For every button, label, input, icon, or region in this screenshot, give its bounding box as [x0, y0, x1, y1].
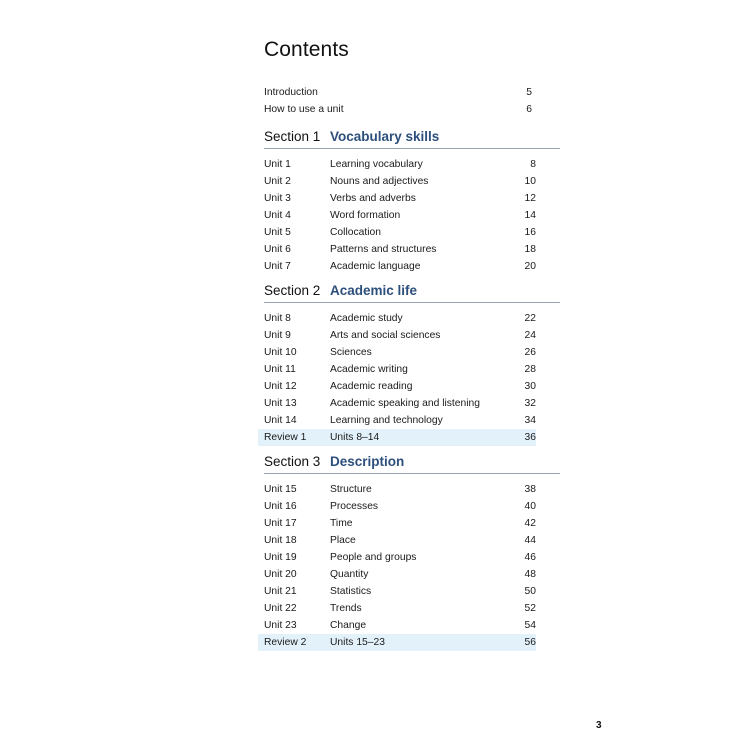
unit-row[interactable] — [264, 395, 536, 412]
unit-label: Unit 15 — [264, 484, 297, 495]
unit-label: Unit 9 — [264, 330, 291, 341]
unit-page: 26 — [524, 347, 536, 358]
unit-page: 34 — [524, 415, 536, 426]
unit-label: Unit 22 — [264, 603, 297, 614]
unit-title: Learning and technology — [330, 415, 443, 426]
unit-row[interactable] — [264, 327, 536, 344]
section-heading — [264, 451, 560, 474]
unit-row[interactable] — [264, 258, 536, 275]
unit-label: Review 1 — [264, 432, 307, 443]
unit-title: Academic language — [330, 261, 421, 272]
section-number: Section 2 — [264, 283, 321, 298]
unit-label: Unit 1 — [264, 159, 291, 170]
section-3 — [264, 451, 560, 651]
unit-page: 16 — [524, 227, 536, 238]
review-row[interactable] — [258, 634, 536, 651]
unit-title: Learning vocabulary — [330, 159, 423, 170]
unit-title: Change — [330, 620, 367, 631]
unit-page: 44 — [524, 535, 536, 546]
unit-label: Unit 6 — [264, 244, 291, 255]
unit-page: 20 — [524, 261, 536, 272]
unit-title: Academic reading — [330, 381, 413, 392]
unit-title: Statistics — [330, 586, 372, 597]
unit-row[interactable] — [264, 156, 536, 173]
unit-title: Collocation — [330, 227, 381, 238]
review-row[interactable] — [258, 429, 536, 446]
unit-row[interactable] — [264, 310, 536, 327]
unit-list — [264, 481, 536, 651]
unit-row[interactable] — [264, 549, 536, 566]
unit-title: Patterns and structures — [330, 244, 437, 255]
section-name: Vocabulary skills — [330, 129, 440, 144]
section-heading — [264, 126, 560, 149]
unit-row[interactable] — [264, 241, 536, 258]
unit-title: Quantity — [330, 569, 369, 580]
intro-label: How to use a unit — [264, 104, 344, 115]
unit-label: Unit 10 — [264, 347, 297, 358]
section-number: Section 3 — [264, 454, 321, 469]
unit-label: Unit 23 — [264, 620, 297, 631]
unit-row[interactable] — [264, 481, 536, 498]
unit-row[interactable] — [264, 515, 536, 532]
unit-label: Unit 17 — [264, 518, 297, 529]
unit-title: Verbs and adverbs — [330, 193, 416, 204]
unit-label: Unit 11 — [264, 364, 296, 375]
section-1 — [264, 126, 560, 275]
unit-label: Unit 12 — [264, 381, 297, 392]
unit-title: Academic writing — [330, 364, 408, 375]
unit-page: 30 — [524, 381, 536, 392]
unit-row[interactable] — [264, 600, 536, 617]
unit-page: 24 — [524, 330, 536, 341]
section-name: Academic life — [330, 283, 418, 298]
unit-title: Academic study — [330, 313, 403, 324]
unit-title: Processes — [330, 501, 379, 512]
unit-page: 28 — [524, 364, 536, 375]
intro-list — [264, 84, 532, 118]
unit-list — [264, 156, 536, 275]
section-number: Section 1 — [264, 129, 321, 144]
unit-page: 48 — [524, 569, 536, 580]
unit-row[interactable] — [264, 378, 536, 395]
unit-page: 18 — [524, 244, 536, 255]
unit-label: Review 2 — [264, 637, 307, 648]
unit-row[interactable] — [264, 173, 536, 190]
unit-page: 12 — [524, 193, 536, 204]
unit-label: Unit 13 — [264, 398, 297, 409]
page-number: 3 — [596, 720, 602, 731]
intro-page: 5 — [526, 87, 532, 98]
unit-page: 38 — [524, 484, 536, 495]
intro-page: 6 — [526, 104, 532, 115]
unit-row[interactable] — [264, 412, 536, 429]
unit-page: 36 — [524, 432, 536, 443]
unit-title: Units 15–23 — [330, 637, 385, 648]
unit-row[interactable] — [264, 617, 536, 634]
section-2 — [264, 280, 560, 446]
unit-row[interactable] — [264, 207, 536, 224]
unit-page: 10 — [524, 176, 536, 187]
unit-title: Time — [330, 518, 353, 529]
unit-label: Unit 4 — [264, 210, 291, 221]
section-heading — [264, 280, 560, 303]
unit-title: Units 8–14 — [330, 432, 380, 443]
section-name: Description — [330, 454, 405, 469]
unit-title: Word formation — [330, 210, 401, 221]
unit-label: Unit 3 — [264, 193, 291, 204]
unit-page: 40 — [524, 501, 536, 512]
unit-row[interactable] — [264, 498, 536, 515]
unit-title: Academic speaking and listening — [330, 398, 480, 409]
unit-row[interactable] — [264, 566, 536, 583]
unit-page: 50 — [524, 586, 536, 597]
unit-row[interactable] — [264, 190, 536, 207]
unit-page: 54 — [524, 620, 536, 631]
unit-page: 32 — [524, 398, 536, 409]
intro-label: Introduction — [264, 87, 318, 98]
unit-row[interactable] — [264, 361, 536, 378]
unit-title: Arts and social sciences — [330, 330, 441, 341]
unit-label: Unit 16 — [264, 501, 297, 512]
unit-page: 46 — [524, 552, 536, 563]
unit-title: Nouns and adjectives — [330, 176, 429, 187]
unit-row[interactable] — [264, 224, 536, 241]
unit-row[interactable] — [264, 583, 536, 600]
unit-page: 22 — [524, 313, 536, 324]
unit-label: Unit 2 — [264, 176, 291, 187]
unit-page: 52 — [524, 603, 536, 614]
unit-row[interactable] — [264, 344, 536, 361]
intro-item[interactable] — [264, 101, 532, 118]
unit-title: Sciences — [330, 347, 372, 358]
unit-label: Unit 18 — [264, 535, 297, 546]
unit-label: Unit 21 — [264, 586, 297, 597]
unit-page: 14 — [524, 210, 536, 221]
unit-label: Unit 19 — [264, 552, 297, 563]
unit-label: Unit 5 — [264, 227, 291, 238]
unit-page: 56 — [524, 637, 536, 648]
unit-title: Trends — [330, 603, 362, 614]
unit-row[interactable] — [264, 532, 536, 549]
unit-label: Unit 20 — [264, 569, 297, 580]
unit-title: Place — [330, 535, 356, 546]
intro-item[interactable] — [264, 84, 532, 101]
unit-list — [264, 310, 536, 446]
unit-page: 8 — [530, 159, 536, 170]
page-title: Contents — [264, 38, 349, 61]
unit-title: People and groups — [330, 552, 417, 563]
unit-page: 42 — [524, 518, 536, 529]
unit-title: Structure — [330, 484, 372, 495]
unit-label: Unit 7 — [264, 261, 291, 272]
unit-label: Unit 8 — [264, 313, 291, 324]
unit-label: Unit 14 — [264, 415, 297, 426]
